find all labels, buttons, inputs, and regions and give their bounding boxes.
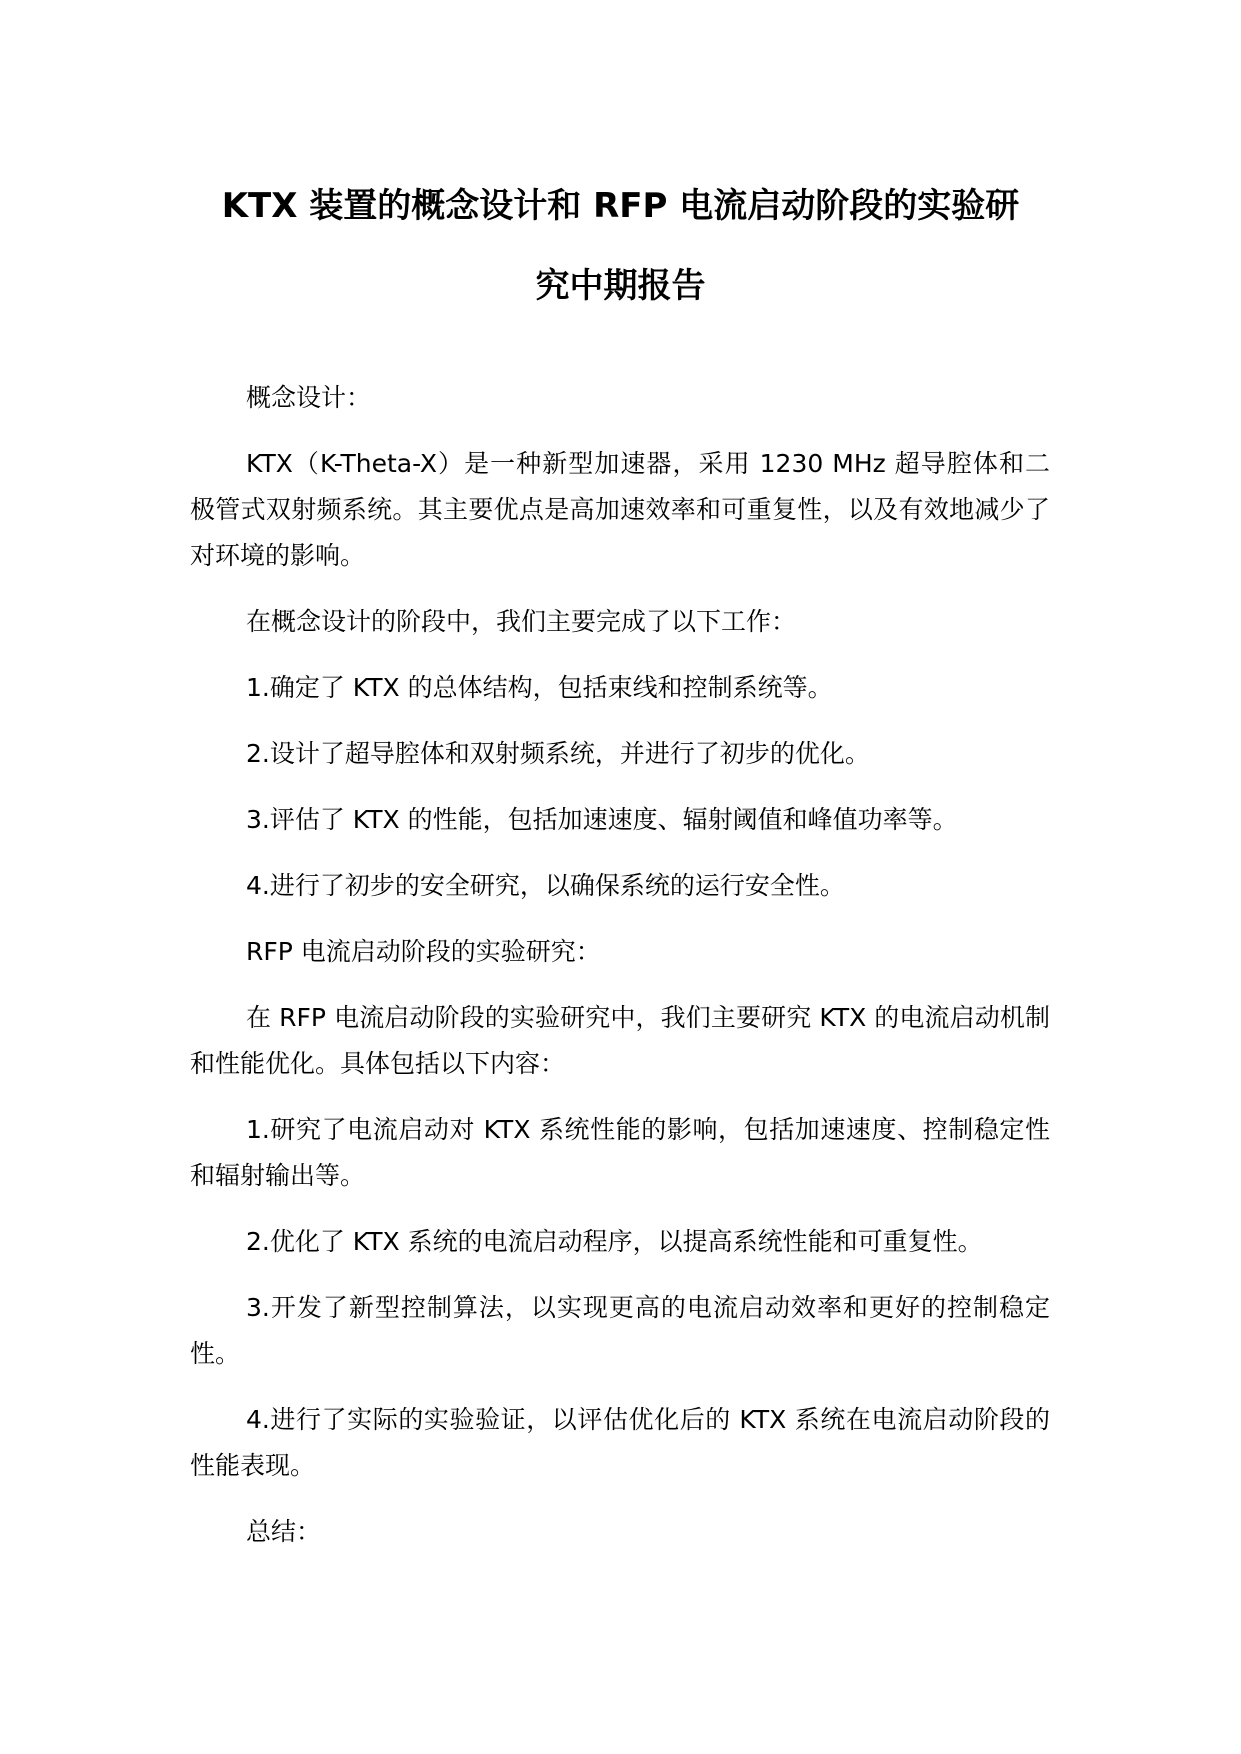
list-item-rfp-2: 2.优化了 KTX 系统的电流启动程序，以提高系统性能和可重复性。 <box>246 1227 983 1256</box>
list-item-rfp-1: 1.研究了电流启动对 KTX 系统性能的影响，包括加速速度、控制稳定性和辐射输出等。 <box>190 1115 1050 1190</box>
list-item-concept-1: 1.确定了 KTX 的总体结构，包括束线和控制系统等。 <box>246 673 833 702</box>
section-heading-concept-design: 概念设计： <box>246 383 372 412</box>
paragraph-concept-work-intro: 在概念设计的阶段中，我们主要完成了以下工作： <box>246 607 797 636</box>
document-body <box>190 375 1050 1575</box>
list-item-concept-3: 3.评估了 KTX 的性能，包括加速速度、辐射阈值和峰值功率等。 <box>246 805 958 834</box>
list-item-rfp-4: 4.进行了实际的实验验证，以评估优化后的 KTX 系统在电流启动阶段的性能表现。 <box>190 1405 1050 1480</box>
list-item-rfp-3: 3.开发了新型控制算法，以实现更高的电流启动效率和更好的控制稳定性。 <box>190 1293 1050 1368</box>
paragraph-rfp-intro: 在 RFP 电流启动阶段的实验研究中，我们主要研究 KTX 的电流启动机制和性能优化。具体包括以下内容： <box>190 1003 1050 1078</box>
section-heading-summary: 总结： <box>246 1517 322 1546</box>
document-title-line-1: KTX 装置的概念设计和 RFP 电流启动阶段的实验研 <box>221 186 1020 226</box>
paragraph-ktx-intro: KTX（K-Theta-X）是一种新型加速器，采用 1230 MHz 超导腔体和二极管式双射频系统。其主要优点是高加速效率和可重复性，以及有效地减少了对环境的影响。 <box>190 449 1050 570</box>
list-item-concept-2: 2.设计了超导腔体和双射频系统，并进行了初步的优化。 <box>246 739 870 768</box>
section-heading-rfp-experiment: RFP 电流启动阶段的实验研究： <box>246 937 601 966</box>
list-item-concept-4: 4.进行了初步的安全研究，以确保系统的运行安全性。 <box>246 871 845 900</box>
document-title-line-2: 究中期报告 <box>535 266 706 306</box>
